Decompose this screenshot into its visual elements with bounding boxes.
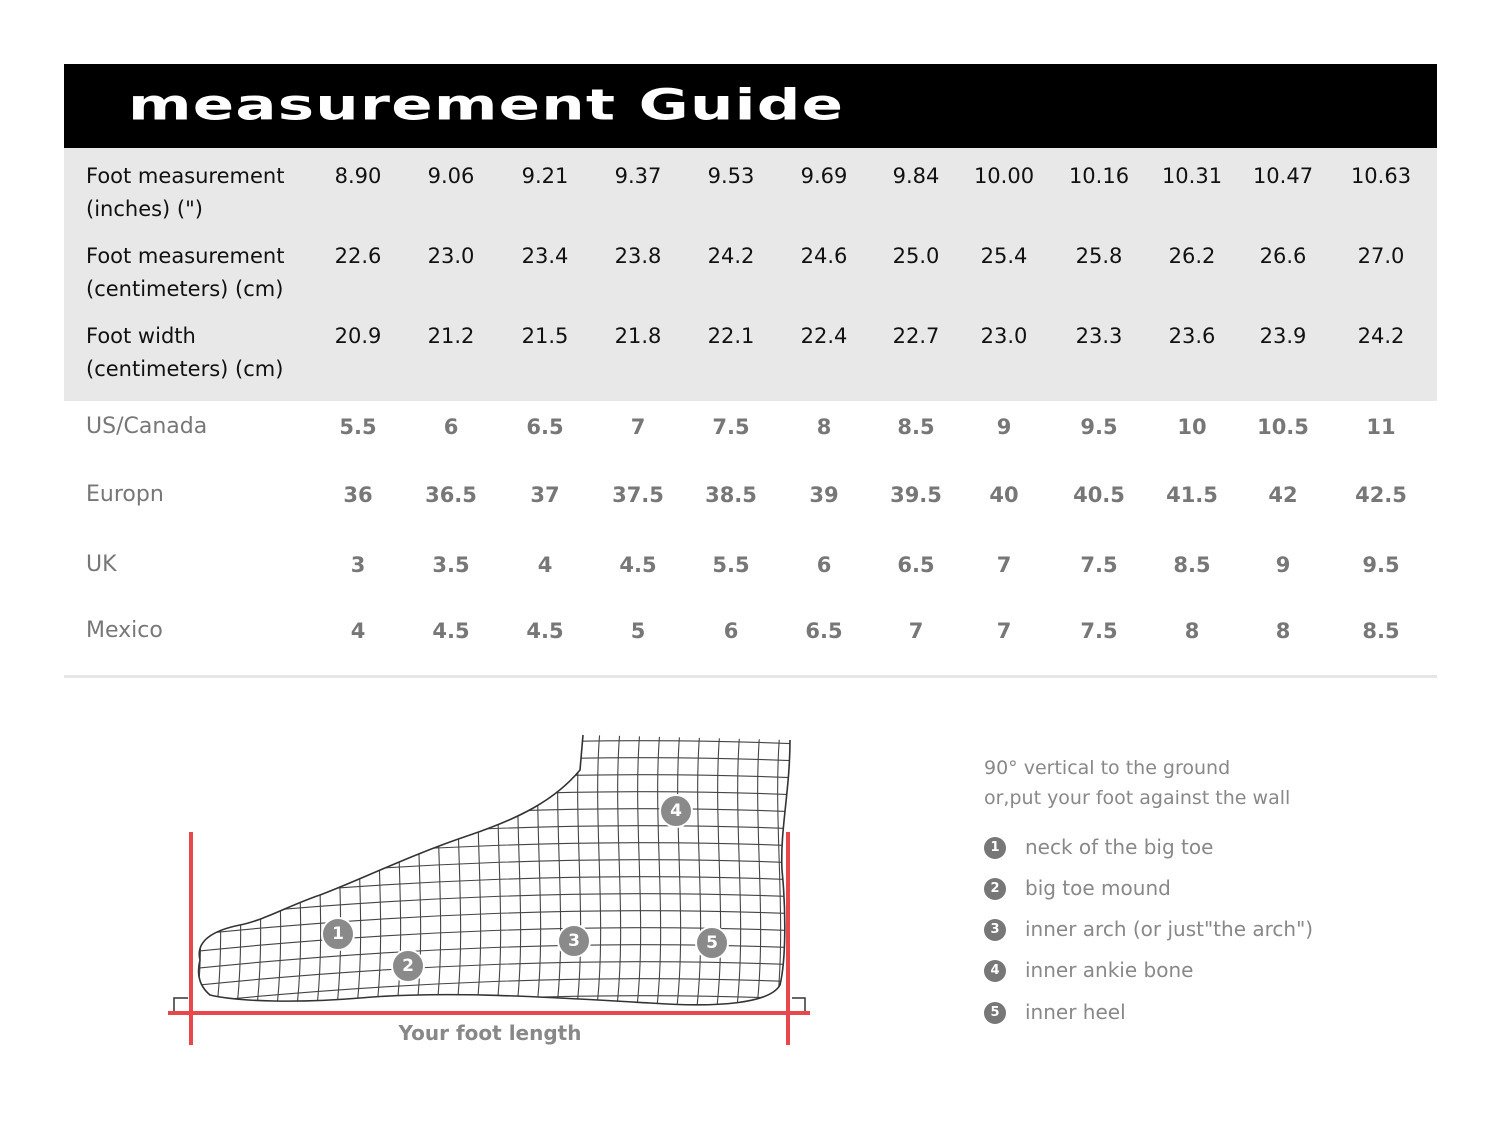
right-angle-marker bbox=[174, 998, 188, 1011]
size-cell: 6.5 bbox=[805, 619, 843, 643]
size-cell: 7.5 bbox=[1080, 619, 1118, 643]
measurement-row-label: Foot measurement (inches) (") bbox=[86, 164, 285, 221]
measurement-cell: 9.06 bbox=[427, 164, 475, 188]
size-cell: 40.5 bbox=[1073, 483, 1125, 507]
measurement-cell: 23.3 bbox=[1075, 324, 1123, 348]
size-cell: 40 bbox=[989, 483, 1019, 507]
measurement-cell: 10.00 bbox=[973, 164, 1035, 188]
instruction-line: 90° vertical to the ground bbox=[984, 757, 1231, 779]
size-cell: 3.5 bbox=[432, 553, 470, 577]
size-row-label: US/Canada bbox=[86, 414, 208, 439]
legend-number-badge: 2 bbox=[984, 878, 1006, 900]
size-cell: 7 bbox=[996, 553, 1012, 577]
size-cell: 7 bbox=[908, 619, 924, 643]
foot-badge-5: 5 bbox=[695, 926, 729, 960]
measurement-cell: 26.6 bbox=[1259, 244, 1307, 268]
measurement-cell: 23.4 bbox=[521, 244, 569, 268]
measurement-cell: 21.8 bbox=[614, 324, 662, 348]
legend-number-badge: 3 bbox=[984, 919, 1006, 941]
size-cell: 8.5 bbox=[1173, 553, 1211, 577]
size-row-label: Mexico bbox=[86, 618, 163, 643]
measurement-cell: 9.84 bbox=[892, 164, 940, 188]
size-cell: 4.5 bbox=[526, 619, 564, 643]
size-cell: 36.5 bbox=[425, 483, 477, 507]
measurement-cell: 9.21 bbox=[521, 164, 569, 188]
foot-badge-1: 1 bbox=[321, 917, 355, 951]
size-cell: 7.5 bbox=[1080, 553, 1118, 577]
size-cell: 38.5 bbox=[705, 483, 757, 507]
legend-number-badge: 4 bbox=[984, 960, 1006, 982]
measurement-cell: 22.7 bbox=[892, 324, 940, 348]
foot-badge-2: 2 bbox=[391, 949, 425, 983]
measurement-cell: 24.2 bbox=[1357, 324, 1405, 348]
size-cell: 6.5 bbox=[897, 553, 935, 577]
size-cell: 39 bbox=[809, 483, 839, 507]
size-cell: 8 bbox=[1275, 619, 1291, 643]
measurement-cell: 9.53 bbox=[707, 164, 755, 188]
size-cell: 39.5 bbox=[890, 483, 942, 507]
measurement-cell: 26.2 bbox=[1168, 244, 1216, 268]
foot-badge-4: 4 bbox=[659, 794, 693, 828]
measurement-row-label: Foot width (centimeters) (cm) bbox=[86, 324, 284, 381]
size-cell: 9.5 bbox=[1080, 415, 1118, 439]
measurement-cell: 25.4 bbox=[980, 244, 1028, 268]
size-cell: 9 bbox=[996, 415, 1012, 439]
size-cell: 7 bbox=[630, 415, 646, 439]
right-angle-marker bbox=[792, 998, 805, 1011]
size-cell: 41.5 bbox=[1166, 483, 1218, 507]
size-cell: 4 bbox=[537, 553, 553, 577]
size-cell: 11 bbox=[1366, 415, 1396, 439]
size-cell: 6 bbox=[816, 553, 832, 577]
size-cell: 6 bbox=[443, 415, 459, 439]
size-cell: 10.5 bbox=[1257, 415, 1309, 439]
measurement-cell: 23.9 bbox=[1259, 324, 1307, 348]
measurement-cell: 9.37 bbox=[614, 164, 662, 188]
size-cell: 8.5 bbox=[1362, 619, 1400, 643]
size-cell: 4.5 bbox=[619, 553, 657, 577]
size-cell: 6 bbox=[723, 619, 739, 643]
size-cell: 5.5 bbox=[712, 553, 750, 577]
measurement-cell: 10.63 bbox=[1350, 164, 1412, 188]
size-cell: 37 bbox=[530, 483, 560, 507]
measurement-cell: 21.5 bbox=[521, 324, 569, 348]
measurement-cell: 23.0 bbox=[427, 244, 475, 268]
measurement-cell: 9.69 bbox=[800, 164, 848, 188]
measurement-cell: 27.0 bbox=[1357, 244, 1405, 268]
measurement-cell: 10.47 bbox=[1252, 164, 1314, 188]
size-cell: 9.5 bbox=[1362, 553, 1400, 577]
size-cell: 8.5 bbox=[897, 415, 935, 439]
size-row-label: UK bbox=[86, 552, 117, 577]
size-cell: 5 bbox=[630, 619, 646, 643]
size-cell: 5.5 bbox=[339, 415, 377, 439]
foot-length-caption: Your foot length bbox=[398, 1021, 582, 1045]
size-cell: 6.5 bbox=[526, 415, 564, 439]
legend-number-badge: 5 bbox=[984, 1002, 1006, 1024]
foot-mesh bbox=[190, 730, 800, 1020]
size-cell: 8 bbox=[1184, 619, 1200, 643]
measurement-cell: 20.9 bbox=[334, 324, 382, 348]
foot-badge-3: 3 bbox=[557, 924, 591, 958]
size-cell: 42 bbox=[1268, 483, 1298, 507]
page-title: measurement Guide bbox=[128, 80, 845, 130]
size-cell: 10 bbox=[1177, 415, 1207, 439]
measurement-cell: 22.6 bbox=[334, 244, 382, 268]
size-cell: 7 bbox=[996, 619, 1012, 643]
measurement-cell: 24.6 bbox=[800, 244, 848, 268]
measurement-cell: 22.4 bbox=[800, 324, 848, 348]
size-cell: 36 bbox=[343, 483, 373, 507]
measurement-cell: 23.8 bbox=[614, 244, 662, 268]
size-cell: 4 bbox=[350, 619, 366, 643]
legend-text: neck of the big toe bbox=[1025, 835, 1214, 859]
measurement-cell: 25.8 bbox=[1075, 244, 1123, 268]
size-cell: 4.5 bbox=[432, 619, 470, 643]
measurement-cell: 23.0 bbox=[980, 324, 1028, 348]
legend-text: inner arch (or just"the arch") bbox=[1025, 917, 1314, 941]
instruction-line: or,put your foot against the wall bbox=[984, 787, 1291, 809]
measurement-cell: 22.1 bbox=[707, 324, 755, 348]
measurement-cell: 10.31 bbox=[1161, 164, 1223, 188]
measurement-cell: 25.0 bbox=[892, 244, 940, 268]
size-cell: 37.5 bbox=[612, 483, 664, 507]
size-row-label: Europn bbox=[86, 482, 164, 507]
legend-number-badge: 1 bbox=[984, 837, 1006, 859]
measurement-cell: 24.2 bbox=[707, 244, 755, 268]
legend-text: inner ankie bone bbox=[1025, 958, 1194, 982]
size-cell: 7.5 bbox=[712, 415, 750, 439]
measurement-cell: 23.6 bbox=[1168, 324, 1216, 348]
measurement-cell: 8.90 bbox=[334, 164, 382, 188]
legend-text: big toe mound bbox=[1025, 876, 1171, 900]
size-cell: 3 bbox=[350, 553, 366, 577]
measurement-row-label: Foot measurement (centimeters) (cm) bbox=[86, 244, 285, 301]
legend-text: inner heel bbox=[1025, 1000, 1126, 1024]
size-cell: 8 bbox=[816, 415, 832, 439]
size-cell: 42.5 bbox=[1355, 483, 1407, 507]
measurement-cell: 10.16 bbox=[1068, 164, 1130, 188]
size-cell: 9 bbox=[1275, 553, 1291, 577]
measurement-cell: 21.2 bbox=[427, 324, 475, 348]
